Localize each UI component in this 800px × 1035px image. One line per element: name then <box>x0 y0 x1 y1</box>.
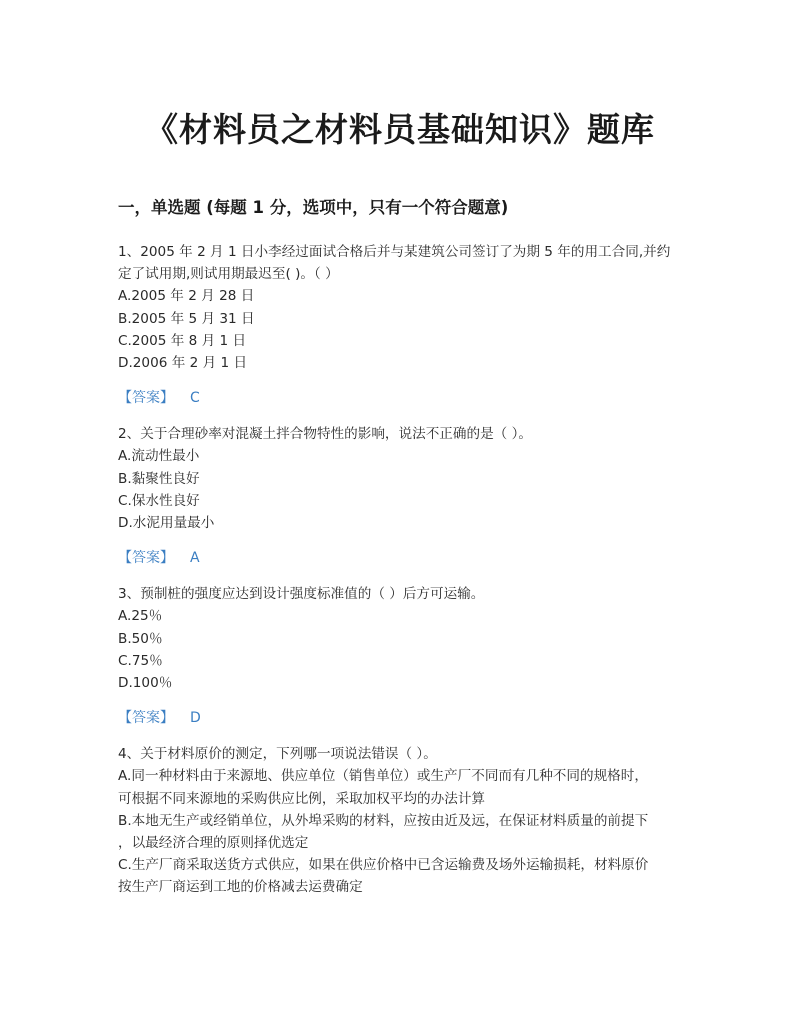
question-1 <box>118 241 688 409</box>
question-stem-line: 3、预制桩的强度应达到设计强度标准值的（ ）后方可运输。 <box>118 586 485 603</box>
question-stem-line: 1、2005 年 2 月 1 日小李经过面试合格后并与某建筑公司签订了为期 5 年的用工合同,并约 <box>118 244 671 260</box>
option-c: C.生产厂商采取送货方式供应，如果在供应价格中已含运输费及场外运输损耗，材料原价 <box>118 857 649 874</box>
option-d: D.2006 年 2 月 1 日 <box>118 355 248 372</box>
document-title: 《材料员之材料员基础知识》题库 <box>145 110 655 149</box>
answer-value: A <box>190 550 200 567</box>
option-c-continued: 按生产厂商运到工地的价格减去运费确定 <box>118 879 363 896</box>
option-d: D.水泥用量最小 <box>118 515 215 532</box>
answer-value: D <box>190 710 201 727</box>
answer-line <box>118 707 688 729</box>
option-a: A.25％ <box>118 608 163 625</box>
question-stem-line: 2、关于合理砂率对混凝土拌合物特性的影响，说法不正确的是（ ）。 <box>118 426 532 443</box>
question-2 <box>118 423 688 569</box>
option-c: C.75％ <box>118 652 163 669</box>
option-a: A.2005 年 2 月 28 日 <box>118 288 255 305</box>
answer-label: 【答案】 <box>118 710 174 727</box>
option-b-continued: ，以最经济合理的原则择优选定 <box>118 835 309 852</box>
answer-line <box>118 547 688 569</box>
question-4 <box>118 743 688 898</box>
option-c: C.保水性良好 <box>118 492 200 509</box>
section-heading: 一，单选题 (每题 1 分，选项中，只有一个符合题意) <box>118 198 509 217</box>
option-a: A.流动性最小 <box>118 448 200 465</box>
answer-label: 【答案】 <box>118 550 174 567</box>
option-d: D.100％ <box>118 675 173 692</box>
option-b: B.本地无生产或经销单位，从外埠采购的材料，应按由近及远，在保证材料质量的前提下 <box>118 812 649 829</box>
option-b: B.2005 年 5 月 31 日 <box>118 310 255 327</box>
question-3 <box>118 583 688 729</box>
answer-line <box>118 387 688 409</box>
option-a-continued: 可根据不同来源地的采购供应比例，采取加权平均的办法计算 <box>118 790 486 807</box>
option-c: C.2005 年 8 月 1 日 <box>118 332 247 349</box>
answer-value: C <box>190 390 200 407</box>
option-b: B.黏聚性良好 <box>118 470 200 487</box>
question-stem-line: 4、关于材料原价的测定，下列哪一项说法错误（ ）。 <box>118 746 437 763</box>
question-stem-line: 定了试用期,则试用期最迟至( )。（ ） <box>118 266 339 283</box>
question-list <box>118 241 688 899</box>
option-b: B.50％ <box>118 630 163 647</box>
option-a: A.同一种材料由于来源地、供应单位（销售单位）或生产厂不同而有几种不同的规格时， <box>118 768 648 785</box>
answer-label: 【答案】 <box>118 390 174 407</box>
